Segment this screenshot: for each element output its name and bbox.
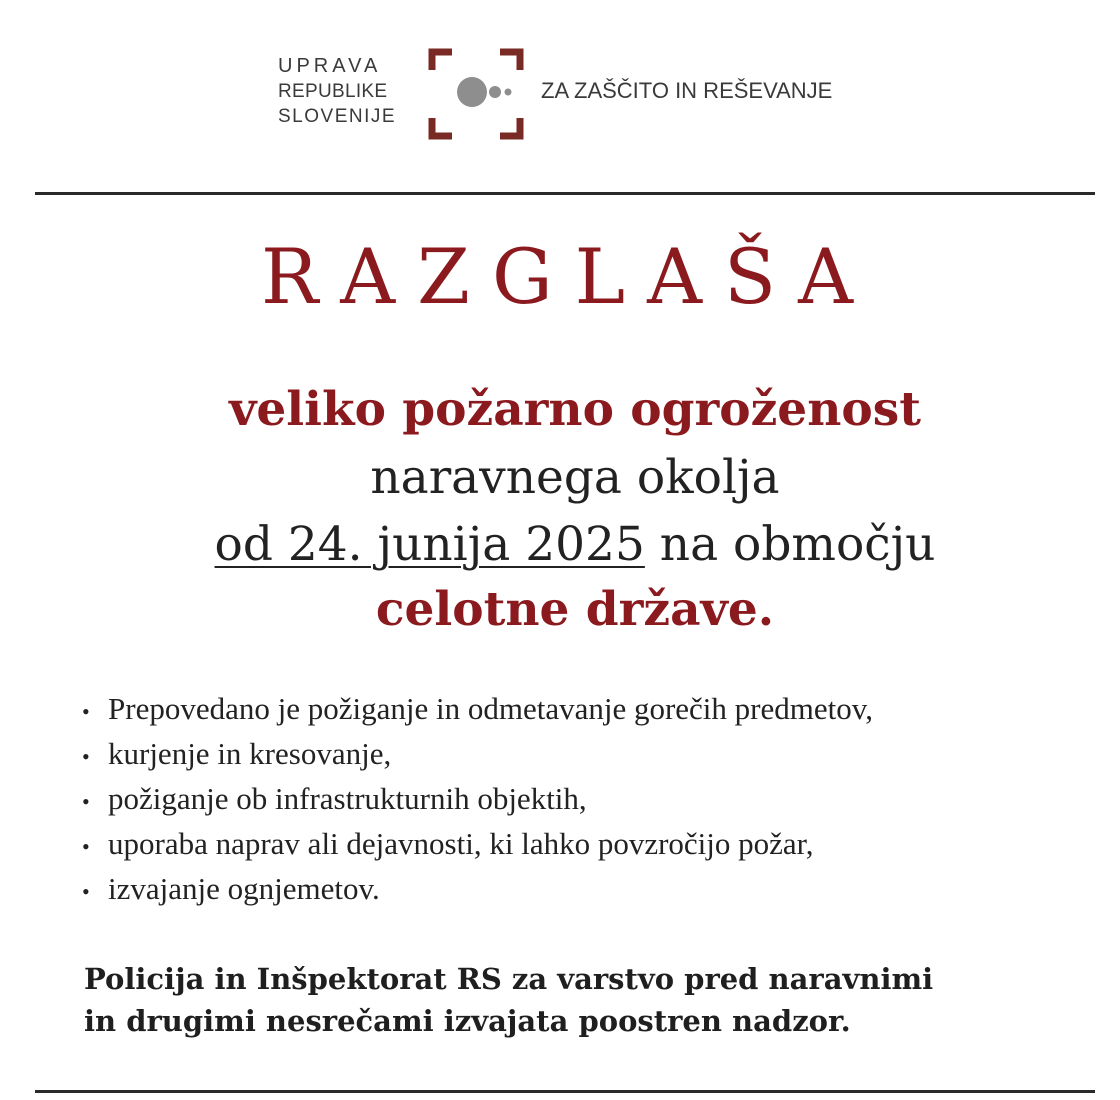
- bullet-icon: •: [82, 879, 90, 904]
- list-item: [82, 688, 1092, 733]
- agency-name: ZA ZAŠČITO IN REŠEVANJE: [541, 78, 833, 103]
- enforcement-notice-line-1: Policija in Inšpektorat RS za varstvo pred naravnimi: [84, 962, 934, 996]
- header: [278, 48, 868, 144]
- headline-area-label: na območju: [644, 517, 936, 572]
- org-name-line-2: REPUBLIKE: [278, 81, 388, 102]
- headline-environment: naravnega okolja: [370, 450, 780, 505]
- urszr-logo-icon: [428, 48, 524, 140]
- effective-date: od 24. junija 2025: [214, 517, 645, 572]
- list-item: [82, 868, 1092, 913]
- enforcement-notice-line-2: in drugimi nesrečami izvajata poostren nadzor.: [84, 1004, 851, 1038]
- top-divider: [35, 192, 1095, 195]
- list-item-text: uporaba naprav ali dejavnosti, ki lahko povzročijo požar,: [108, 826, 814, 861]
- org-name-line-3: SLOVENIJE: [278, 106, 397, 127]
- headline-fire-risk: veliko požarno ogroženost: [229, 382, 921, 437]
- enforcement-notice: [84, 958, 1084, 1042]
- proclamation-title: RAZGLAŠA: [261, 232, 875, 321]
- headline-scope: celotne države.: [375, 582, 775, 637]
- bottom-divider: [35, 1090, 1095, 1093]
- list-item: [82, 733, 1092, 778]
- bullet-icon: •: [82, 699, 90, 724]
- list-item: [82, 823, 1092, 868]
- org-name-line-1: UPRAVA: [278, 55, 382, 77]
- prohibitions-list: [82, 688, 1092, 913]
- list-item-text: požiganje ob infrastrukturnih objektih,: [108, 781, 587, 816]
- headline-date-area: [0, 517, 1120, 572]
- list-item: [82, 778, 1092, 823]
- list-item-text: Prepovedano je požiganje in odmetavanje gorečih predmetov,: [108, 691, 873, 726]
- bullet-icon: •: [82, 744, 90, 769]
- bullet-icon: •: [82, 834, 90, 859]
- list-item-text: kurjenje in kresovanje,: [108, 736, 392, 771]
- list-item-text: izvajanje ognjemetov.: [108, 871, 380, 906]
- org-name: [278, 54, 418, 129]
- bullet-icon: •: [82, 789, 90, 814]
